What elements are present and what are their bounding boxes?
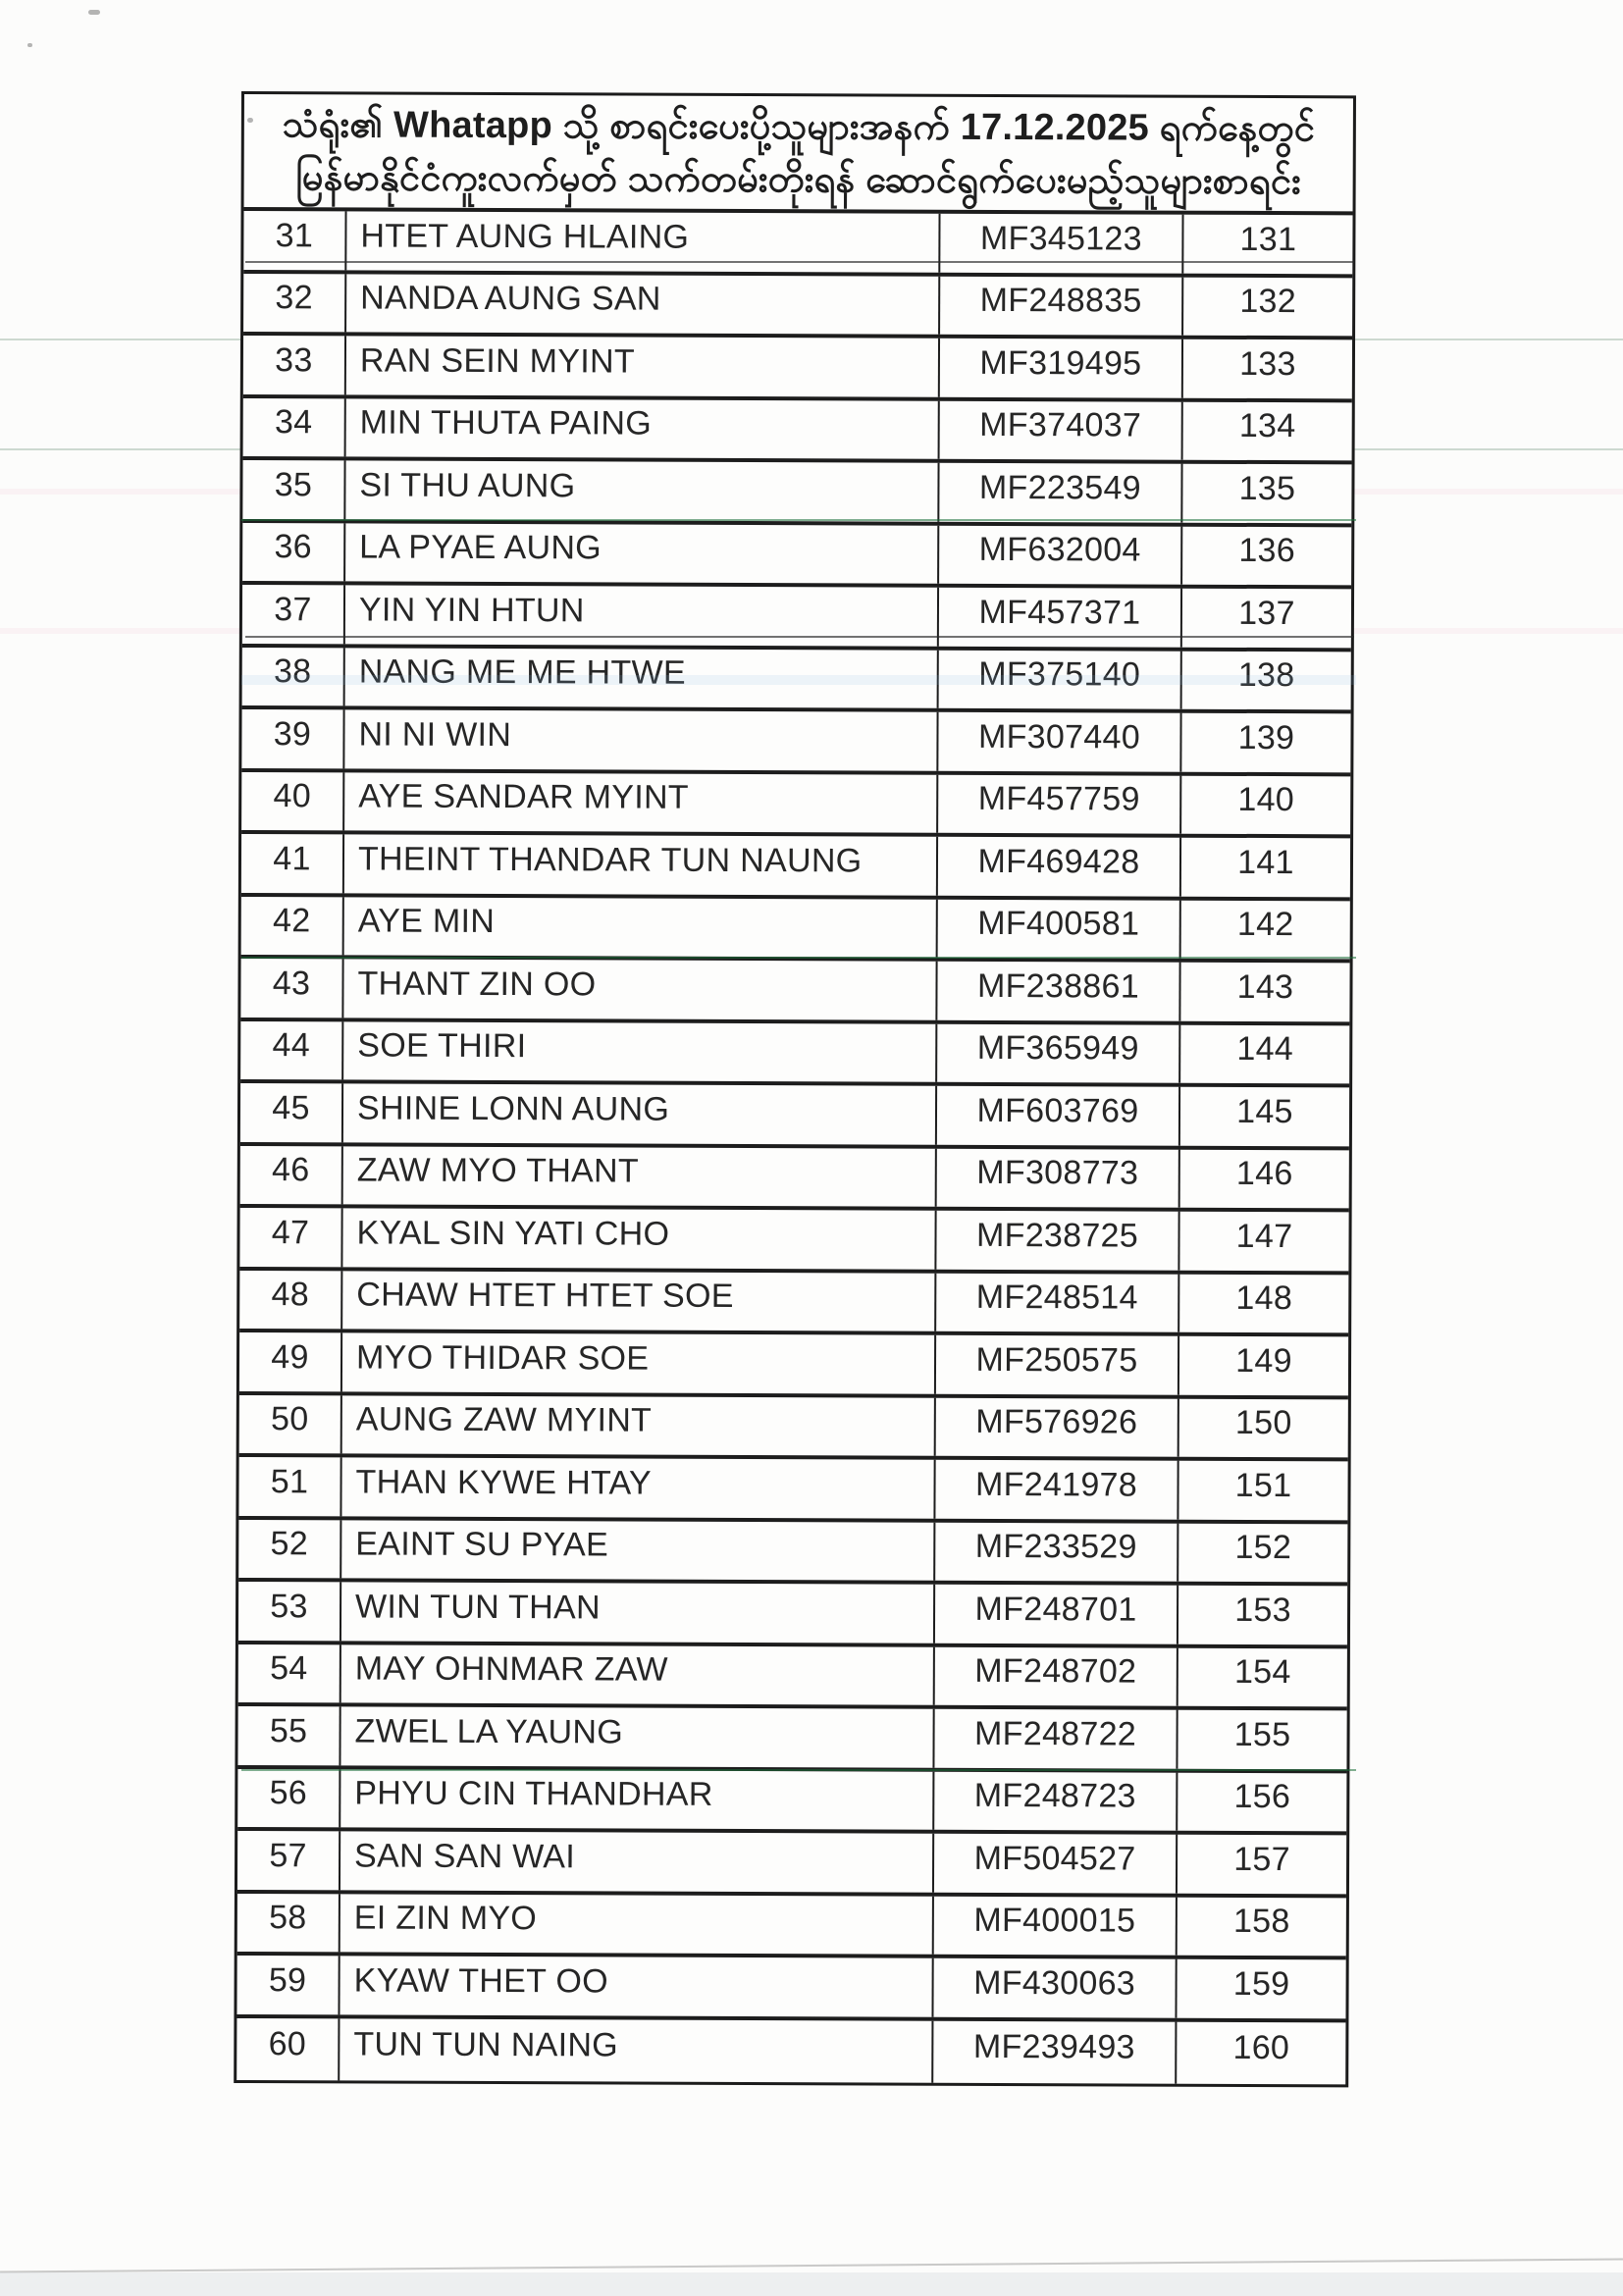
table-row [236, 1956, 1345, 2022]
serial-number-cell: 146 [1235, 1155, 1293, 1193]
name-cell: PHYU CIN THANDHAR [340, 1769, 934, 1830]
passport-number-cell: MF374037 [940, 400, 1183, 459]
passport-number-cell: MF238725 [936, 1211, 1179, 1270]
name-cell: KYAW THET OO [340, 1956, 933, 2016]
row-number-cell: 43 [240, 959, 343, 1018]
serial-number-cell: 144 [1236, 1030, 1294, 1069]
serial-number-cell: 136 [1238, 532, 1296, 570]
scan-speck [88, 10, 100, 15]
name-cell: ZAW MYO THANT [343, 1146, 937, 1207]
row-number-cell: 55 [237, 1706, 340, 1765]
name-cell: AYE MIN [344, 897, 938, 958]
title-line-1: သံရုံး၏ Whatapp သို့ စာရင်းပေးပို့သူများအနက် 17.12.2025 ရက်နေ့တွင် [282, 104, 1316, 150]
table-row [237, 1706, 1346, 1773]
name-cell: HTET AUNG HLAING [346, 211, 940, 272]
passport-number-cell: MF365949 [937, 1023, 1180, 1082]
serial-number-cell: 152 [1234, 1529, 1292, 1567]
table-row [238, 1457, 1347, 1524]
row-number-cell: 46 [240, 1146, 343, 1205]
table-row [240, 1146, 1349, 1213]
passport-number-cell: MF603769 [937, 1086, 1180, 1145]
table-row [238, 1582, 1347, 1648]
passport-number-cell: MF576926 [936, 1397, 1179, 1456]
name-cell: AYE SANDAR MYINT [344, 772, 938, 833]
row-number-cell: 34 [243, 398, 346, 457]
passport-number-cell: MF248701 [935, 1585, 1178, 1644]
table-row [241, 897, 1350, 964]
name-cell: THAN KYWE HTAY [341, 1457, 935, 1518]
passport-number-cell: MF400581 [938, 899, 1181, 958]
name-cell: ZWEL LA YAUNG [340, 1706, 934, 1767]
table-row [237, 1768, 1346, 1835]
serial-number-cell: 139 [1237, 718, 1295, 757]
passport-number-cell: MF457759 [938, 774, 1181, 833]
passport-number-cell: MF250575 [936, 1335, 1179, 1394]
name-cell: NI NI WIN [344, 709, 938, 770]
passport-number-cell: MF238861 [937, 962, 1180, 1020]
row-number-cell: 41 [241, 834, 344, 893]
table-row [243, 336, 1352, 402]
serial-number-cell: 142 [1236, 906, 1294, 944]
scan-speck [27, 43, 32, 47]
serial-number-cell: 138 [1237, 656, 1295, 695]
table-row [240, 1083, 1349, 1150]
passport-number-cell: MF248723 [934, 1771, 1178, 1830]
passport-number-cell: MF319495 [940, 339, 1183, 397]
row-number-cell: 40 [241, 772, 344, 831]
table-row [242, 585, 1351, 652]
serial-number-cell: 155 [1233, 1715, 1291, 1753]
serial-number-cell: 160 [1232, 2029, 1290, 2067]
row-number-cell: 37 [242, 585, 345, 644]
table-title [244, 94, 1353, 215]
passport-number-cell: MF248514 [936, 1273, 1179, 1331]
row-number-cell: 56 [237, 1768, 340, 1827]
table-row [237, 1831, 1346, 1898]
table-row [238, 1520, 1347, 1587]
passport-number-cell: MF430063 [933, 1958, 1177, 2017]
name-cell: SI THU AUNG [345, 460, 939, 521]
name-cell: EAINT SU PYAE [341, 1520, 935, 1581]
serial-number-cell: 145 [1236, 1092, 1293, 1130]
row-number-cell: 39 [241, 709, 344, 768]
passport-number-cell: MF223549 [939, 463, 1182, 522]
serial-number-cell: 131 [1239, 220, 1297, 258]
passport-number-cell: MF632004 [939, 525, 1182, 584]
scan-artifact [0, 2272, 1623, 2296]
row-number-cell: 35 [242, 460, 345, 519]
row-number-cell: 42 [241, 897, 344, 956]
name-cell: LA PYAE AUNG [345, 523, 939, 584]
passport-number-cell: MF233529 [935, 1522, 1178, 1581]
table-row [241, 772, 1350, 839]
serial-number-cell: 149 [1235, 1341, 1292, 1380]
row-number-cell: 51 [238, 1457, 341, 1516]
passport-number-cell: MF469428 [938, 837, 1181, 896]
serial-number-cell: 132 [1239, 283, 1297, 321]
table-row [241, 834, 1350, 901]
table-row [236, 2017, 1345, 2084]
name-cell: MAY OHNMAR ZAW [341, 1644, 935, 1705]
row-number-cell: 50 [239, 1395, 342, 1454]
serial-number-cell: 148 [1235, 1279, 1293, 1318]
row-number-cell: 36 [242, 523, 345, 582]
serial-number-cell: 156 [1233, 1778, 1291, 1816]
table-row [243, 398, 1352, 465]
serial-number-cell: 143 [1236, 967, 1294, 1006]
passport-number-cell: MF457371 [939, 588, 1182, 647]
table-row [243, 211, 1352, 278]
table-row [242, 648, 1351, 714]
serial-number-cell: 153 [1234, 1591, 1291, 1629]
row-number-cell: 49 [239, 1332, 342, 1391]
name-cell: THEINT THANDAR TUN NAUNG [344, 834, 938, 895]
passport-number-cell: MF248702 [935, 1646, 1178, 1705]
name-cell: MIN THUTA PAING [346, 398, 940, 459]
row-number-cell: 33 [243, 336, 346, 394]
serial-number-cell: 141 [1237, 843, 1294, 881]
name-cell: SHINE LONN AUNG [343, 1083, 937, 1144]
table-row [239, 1395, 1348, 1462]
row-number-cell: 59 [236, 1956, 340, 2014]
serial-number-cell: 159 [1232, 1964, 1290, 2003]
passport-number-cell: MF248835 [940, 276, 1183, 335]
table-row [240, 1021, 1349, 1088]
row-number-cell: 31 [243, 211, 346, 270]
name-cell: MYO THIDAR SOE [342, 1332, 936, 1393]
table-row [237, 1893, 1346, 1959]
row-number-cell: 53 [238, 1582, 341, 1641]
serial-number-cell: 147 [1235, 1217, 1293, 1255]
serial-number-cell: 151 [1234, 1466, 1292, 1504]
passport-number-cell: MF308773 [937, 1148, 1180, 1207]
table-row [239, 1208, 1348, 1275]
serial-number-cell: 134 [1238, 407, 1296, 445]
passport-number-cell: MF248722 [934, 1709, 1178, 1768]
name-cell: AUNG ZAW MYINT [342, 1395, 936, 1456]
passport-renewal-list-table [234, 91, 1356, 2087]
table-row [242, 460, 1351, 527]
row-number-cell: 32 [243, 274, 346, 333]
table-row [242, 523, 1351, 590]
row-number-cell: 48 [239, 1271, 342, 1330]
scan-artifact [0, 2259, 1623, 2273]
table-row [239, 1271, 1348, 1337]
name-cell: KYAL SIN YATI CHO [342, 1208, 936, 1269]
passport-number-cell: MF345123 [940, 214, 1183, 273]
row-number-cell: 60 [236, 2017, 340, 2080]
name-cell: WIN TUN THAN [341, 1582, 935, 1643]
serial-number-cell: 137 [1238, 594, 1295, 632]
serial-number-cell: 140 [1237, 781, 1295, 819]
table-row [241, 709, 1350, 776]
table-row [239, 1332, 1348, 1399]
passport-number-cell: MF307440 [938, 712, 1181, 771]
passport-number-cell: MF375140 [939, 650, 1182, 708]
name-cell: RAN SEIN MYINT [346, 336, 940, 396]
serial-number-cell: 150 [1234, 1404, 1292, 1442]
row-number-cell: 44 [240, 1021, 343, 1080]
passport-number-cell: MF239493 [933, 2020, 1177, 2083]
name-cell: CHAW HTET HTET SOE [342, 1271, 936, 1331]
row-number-cell: 54 [238, 1644, 341, 1702]
name-cell: YIN YIN HTUN [345, 585, 939, 646]
row-number-cell: 45 [240, 1083, 343, 1142]
title-line-2: မြန်မာနိုင်ငံကူးလက်မှတ် သက်တမ်းတိုးရန် ဆောင်ရွက်ပေးမည့်သူများစာရင်း [295, 157, 1301, 203]
serial-number-cell: 158 [1232, 1903, 1290, 1941]
name-cell: NANDA AUNG SAN [346, 274, 940, 335]
serial-number-cell: 135 [1238, 469, 1296, 507]
row-number-cell: 38 [242, 648, 345, 706]
row-number-cell: 47 [239, 1208, 342, 1267]
name-cell: SAN SAN WAI [340, 1831, 934, 1892]
serial-number-cell: 157 [1233, 1840, 1290, 1878]
name-cell: TUN TUN NAING [340, 2018, 933, 2083]
table-row [240, 959, 1349, 1025]
name-cell: NANG ME ME HTWE [345, 648, 939, 708]
table-row [243, 274, 1352, 340]
passport-number-cell: MF400015 [934, 1896, 1178, 1955]
passport-number-cell: MF504527 [934, 1834, 1178, 1893]
name-cell: EI ZIN MYO [340, 1894, 934, 1955]
row-number-cell: 52 [238, 1520, 341, 1579]
table-row [238, 1644, 1347, 1710]
name-cell: SOE THIRI [343, 1021, 937, 1082]
row-number-cell: 58 [237, 1893, 340, 1952]
name-cell: THANT ZIN OO [343, 959, 937, 1019]
serial-number-cell: 133 [1239, 344, 1296, 383]
table-body [236, 211, 1352, 2084]
serial-number-cell: 154 [1233, 1653, 1291, 1692]
passport-number-cell: MF241978 [935, 1460, 1178, 1519]
row-number-cell: 57 [237, 1831, 340, 1890]
